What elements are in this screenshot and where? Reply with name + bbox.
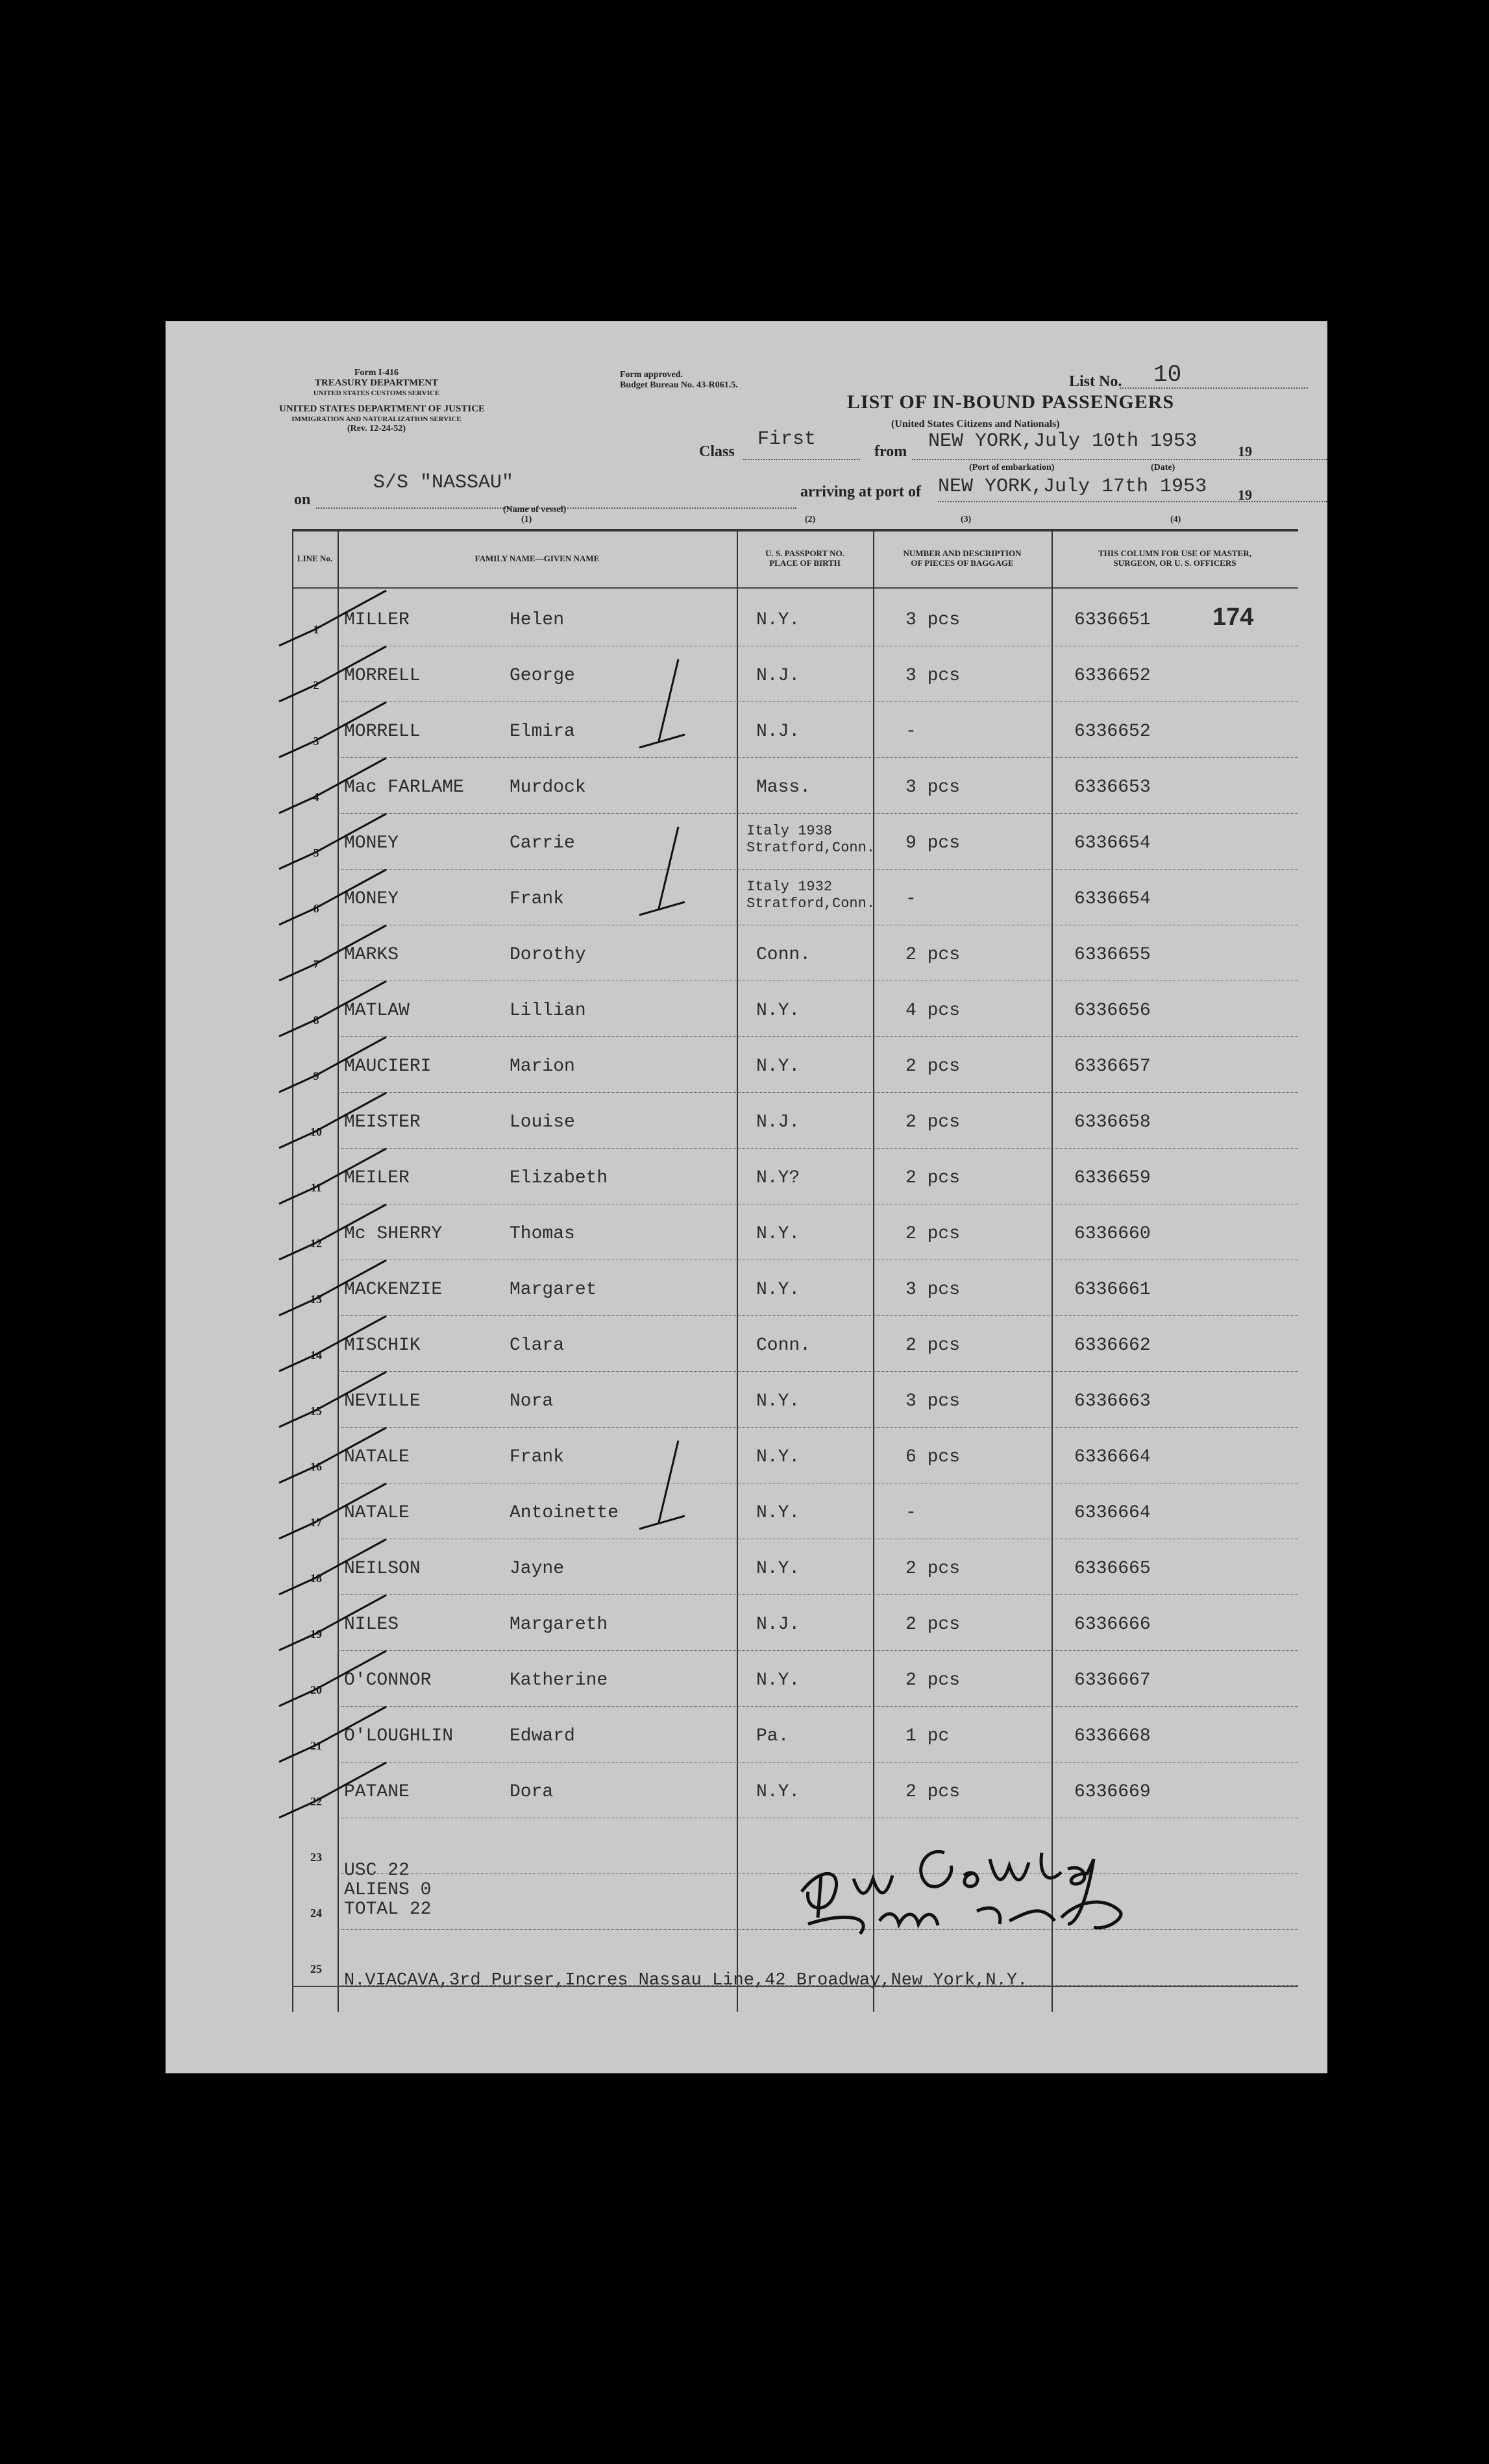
given-name: Murdock xyxy=(510,777,586,798)
given-name: Marion xyxy=(510,1056,575,1077)
col-header-officers: THIS COLUMN FOR USE OF MASTER, SURGEON, OR U. S. OFFICERS xyxy=(1098,548,1251,568)
given-name: Frank xyxy=(510,1447,565,1467)
family-name: PATANE xyxy=(344,1782,410,1802)
ticket-number: 6336654 xyxy=(1074,833,1151,853)
table-row xyxy=(292,1037,1298,1093)
col4-number: (4) xyxy=(1170,515,1181,524)
total-all: TOTAL 22 xyxy=(344,1899,432,1920)
ticket-number: 6336652 xyxy=(1074,666,1151,686)
given-name: Louise xyxy=(510,1112,575,1132)
family-name: NEILSON xyxy=(344,1559,421,1579)
line-number: 21 xyxy=(310,1739,322,1752)
table-row xyxy=(292,1428,1298,1483)
place-of-birth: Italy 1932 Stratford,Conn. xyxy=(746,879,876,912)
place-of-birth: N.Y. xyxy=(756,1670,800,1690)
line-number: 7 xyxy=(313,958,319,971)
family-name: Mc SHERRY xyxy=(344,1224,443,1244)
ticket-number: 6336663 xyxy=(1074,1391,1151,1411)
line-number: 25 xyxy=(310,1962,322,1975)
ticket-number: 6336653 xyxy=(1074,777,1151,798)
line-number: 11 xyxy=(310,1181,322,1194)
baggage-count: 9 pcs xyxy=(905,833,961,853)
ticket-number: 6336665 xyxy=(1074,1559,1151,1579)
line-number: 20 xyxy=(310,1683,322,1696)
arriving-year-suffix: 19 xyxy=(1238,487,1252,503)
baggage-count: 6 pcs xyxy=(905,1447,961,1467)
place-of-birth: N.Y. xyxy=(756,1391,800,1411)
line-number: 6 xyxy=(313,902,319,915)
table-row xyxy=(292,981,1298,1037)
inspector-signature xyxy=(782,1814,1185,1937)
class-value: First xyxy=(757,428,817,450)
baggage-count: 3 pcs xyxy=(905,666,961,686)
place-of-birth: N.Y. xyxy=(756,1559,800,1579)
ticket-number: 6336659 xyxy=(1074,1168,1151,1188)
form-approved: Form approved. xyxy=(620,370,683,380)
form-revision: (Rev. 12-24-52) xyxy=(347,424,406,433)
place-of-birth: N.Y. xyxy=(756,1001,800,1021)
ticket-number: 6336654 xyxy=(1074,889,1151,909)
baggage-count: 3 pcs xyxy=(905,1280,961,1300)
ticket-number: 6336660 xyxy=(1074,1224,1151,1244)
baggage-count: 4 pcs xyxy=(905,1001,961,1021)
immigration-service: IMMIGRATION AND NATURALIZATION SERVICE xyxy=(291,415,461,423)
vessel-col-number: (1) xyxy=(521,515,532,524)
table-row xyxy=(292,925,1298,981)
table-row xyxy=(292,646,1298,702)
line-number: 9 xyxy=(313,1069,319,1082)
family-name: MEILER xyxy=(344,1168,410,1188)
baggage-count: 1 pc xyxy=(905,1726,950,1746)
col2-number: (2) xyxy=(805,515,816,524)
list-no-value: 10 xyxy=(1153,361,1182,388)
given-name: Thomas xyxy=(510,1224,575,1244)
place-of-birth: N.Y. xyxy=(756,1056,800,1077)
table-row xyxy=(292,1651,1298,1707)
family-name: MISCHIK xyxy=(344,1336,421,1356)
list-no-label: List No. xyxy=(1069,373,1122,390)
family-name: MARKS xyxy=(344,945,399,965)
place-of-birth: N.J. xyxy=(756,666,800,686)
list-title: LIST OF IN-BOUND PASSENGERS xyxy=(847,391,1175,413)
line-number: 16 xyxy=(310,1460,322,1473)
manifest-page xyxy=(166,321,1327,2073)
family-name: O'LOUGHLIN xyxy=(344,1726,454,1746)
table-row xyxy=(292,870,1298,925)
port-embark-label: (Port of embarkation) xyxy=(969,463,1055,472)
ticket-number: 6336651 xyxy=(1074,610,1151,630)
col-header-passport: U. S. PASSPORT NO. PLACE OF BIRTH xyxy=(765,548,844,568)
family-name: Mac FARLAME xyxy=(344,777,464,798)
from-year-suffix: 19 xyxy=(1238,443,1252,459)
ticket-number: 6336658 xyxy=(1074,1112,1151,1132)
line-number: 3 xyxy=(313,735,319,748)
baggage-count: 2 pcs xyxy=(905,1670,961,1690)
given-name: Clara xyxy=(510,1336,565,1356)
ticket-number: 6336669 xyxy=(1074,1782,1151,1802)
table-row xyxy=(292,1149,1298,1204)
baggage-count: 2 pcs xyxy=(905,1224,961,1244)
baggage-count: 2 pcs xyxy=(905,1782,961,1802)
family-name: MEISTER xyxy=(344,1112,421,1132)
col3-number: (3) xyxy=(961,515,972,524)
baggage-count: 3 pcs xyxy=(905,610,961,630)
given-name: Dorothy xyxy=(510,945,586,965)
line-number: 4 xyxy=(313,790,319,803)
family-name: MORRELL xyxy=(344,666,421,686)
family-name: MAUCIERI xyxy=(344,1056,432,1077)
total-usc: USC 22 xyxy=(344,1860,410,1881)
line-number: 8 xyxy=(313,1014,319,1027)
line-number: 24 xyxy=(310,1907,322,1920)
ticket-number: 6336661 xyxy=(1074,1280,1151,1300)
from-label: from xyxy=(874,443,907,460)
line-number: 12 xyxy=(310,1237,322,1250)
family-name: MATLAW xyxy=(344,1001,410,1021)
given-name: Edward xyxy=(510,1726,575,1746)
place-of-birth: Mass. xyxy=(756,777,811,798)
table-row xyxy=(292,1707,1298,1763)
place-of-birth: N.Y. xyxy=(756,610,800,630)
ticket-number: 6336655 xyxy=(1074,945,1151,965)
given-name: Frank xyxy=(510,889,565,909)
table-row xyxy=(292,1595,1298,1651)
form-number: Form I-416 xyxy=(354,368,399,378)
given-name: Antoinette xyxy=(510,1503,619,1523)
place-of-birth: N.J. xyxy=(756,1615,800,1635)
place-of-birth: Pa. xyxy=(756,1726,789,1746)
officer-stamp-number: 174 xyxy=(1212,604,1254,631)
table-row xyxy=(292,1483,1298,1539)
family-name: MACKENZIE xyxy=(344,1280,443,1300)
table-row xyxy=(292,1763,1298,1818)
arriving-value: NEW YORK,July 17th 1953 xyxy=(938,476,1207,498)
given-name: Katherine xyxy=(510,1670,608,1690)
given-name: Nora xyxy=(510,1391,554,1411)
baggage-count: - xyxy=(905,889,917,909)
ticket-number: 6336664 xyxy=(1074,1503,1151,1523)
baggage-count: 2 pcs xyxy=(905,1615,961,1635)
ticket-number: 6336668 xyxy=(1074,1726,1151,1746)
table-row xyxy=(292,814,1298,870)
given-name: Lillian xyxy=(510,1001,586,1021)
line-number: 13 xyxy=(310,1293,322,1306)
baggage-count: 2 pcs xyxy=(905,1559,961,1579)
table-row xyxy=(292,702,1298,758)
vessel-label: (Name of vessel) xyxy=(503,505,567,515)
purser-footer: N.VIACAVA,3rd Purser,Incres Nassau Line,42 Broadway,New York,N.Y. xyxy=(344,1971,1028,1990)
table-row xyxy=(292,1093,1298,1149)
place-of-birth: Conn. xyxy=(756,1336,811,1356)
line-number: 18 xyxy=(310,1572,322,1585)
family-name: MILLER xyxy=(344,610,410,630)
baggage-count: - xyxy=(905,722,917,742)
given-name: Jayne xyxy=(510,1559,565,1579)
on-label: on xyxy=(294,491,311,508)
family-name: NATALE xyxy=(344,1503,410,1523)
ticket-number: 6336657 xyxy=(1074,1056,1151,1077)
family-name: NEVILLE xyxy=(344,1391,421,1411)
place-of-birth: N.J. xyxy=(756,722,800,742)
line-number: 17 xyxy=(310,1516,322,1529)
place-of-birth: N.Y. xyxy=(756,1224,800,1244)
given-name: Helen xyxy=(510,610,565,630)
treasury-dept: TREASURY DEPARTMENT xyxy=(314,378,439,388)
baggage-count: 2 pcs xyxy=(905,1112,961,1132)
ticket-number: 6336656 xyxy=(1074,1001,1151,1021)
family-name: MONEY xyxy=(344,889,399,909)
baggage-count: 2 pcs xyxy=(905,1336,961,1356)
line-number: 5 xyxy=(313,846,319,859)
col-header-baggage: NUMBER AND DESCRIPTION OF PIECES OF BAGGAGE xyxy=(903,548,1022,568)
given-name: Elizabeth xyxy=(510,1168,608,1188)
line-number: 10 xyxy=(310,1125,322,1138)
ticket-number: 6336652 xyxy=(1074,722,1151,742)
given-name: Margaret xyxy=(510,1280,597,1300)
ticket-number: 6336666 xyxy=(1074,1615,1151,1635)
line-number: 22 xyxy=(310,1795,322,1808)
table-row xyxy=(292,758,1298,814)
col-header-line: LINE No. xyxy=(297,553,333,563)
place-of-birth: N.Y. xyxy=(756,1280,800,1300)
given-name: Carrie xyxy=(510,833,575,853)
baggage-count: 2 pcs xyxy=(905,945,961,965)
given-name: George xyxy=(510,666,575,686)
family-name: NATALE xyxy=(344,1447,410,1467)
from-value: NEW YORK,July 10th 1953 xyxy=(928,430,1198,452)
given-name: Dora xyxy=(510,1782,554,1802)
baggage-count: - xyxy=(905,1503,917,1523)
ticket-number: 6336662 xyxy=(1074,1336,1151,1356)
family-name: MORRELL xyxy=(344,722,421,742)
passenger-table xyxy=(292,529,1298,2012)
class-label: Class xyxy=(699,443,735,460)
line-number: 19 xyxy=(310,1628,322,1641)
table-row xyxy=(292,1539,1298,1595)
given-name: Elmira xyxy=(510,722,575,742)
line-number: 15 xyxy=(310,1404,322,1417)
line-number: 1 xyxy=(313,623,319,636)
table-row xyxy=(292,1316,1298,1372)
list-subtitle: (United States Citizens and Nationals) xyxy=(891,419,1060,430)
place-of-birth: N.Y. xyxy=(756,1447,800,1467)
baggage-count: 3 pcs xyxy=(905,1391,961,1411)
place-of-birth: N.Y. xyxy=(756,1782,800,1802)
date-label: (Date) xyxy=(1151,463,1175,472)
family-name: NILES xyxy=(344,1615,399,1635)
col-header-name: FAMILY NAME—GIVEN NAME xyxy=(474,553,600,563)
vessel-name: S/S "NASSAU" xyxy=(373,472,514,494)
place-of-birth: N.J. xyxy=(756,1112,800,1132)
total-aliens: ALIENS 0 xyxy=(344,1880,432,1900)
line-number: 2 xyxy=(313,679,319,692)
place-of-birth: N.Y? xyxy=(756,1168,800,1188)
baggage-count: 2 pcs xyxy=(905,1168,961,1188)
line-number: 14 xyxy=(310,1348,322,1361)
family-name: MONEY xyxy=(344,833,399,853)
family-name: O'CONNOR xyxy=(344,1670,432,1690)
ticket-number: 6336667 xyxy=(1074,1670,1151,1690)
ticket-number: 6336664 xyxy=(1074,1447,1151,1467)
arriving-label: arriving at port of xyxy=(800,483,921,500)
place-of-birth: Conn. xyxy=(756,945,811,965)
table-row xyxy=(292,1372,1298,1428)
table-row xyxy=(292,1204,1298,1260)
table-row xyxy=(292,1260,1298,1316)
budget-bureau: Budget Bureau No. 43-R061.5. xyxy=(620,380,738,390)
line-number: 23 xyxy=(310,1851,322,1864)
place-of-birth: N.Y. xyxy=(756,1503,800,1523)
baggage-count: 3 pcs xyxy=(905,777,961,798)
table-row xyxy=(292,591,1298,646)
baggage-count: 2 pcs xyxy=(905,1056,961,1077)
given-name: Margareth xyxy=(510,1615,608,1635)
customs-service: UNITED STATES CUSTOMS SERVICE xyxy=(313,389,440,397)
place-of-birth: Italy 1938 Stratford,Conn. xyxy=(746,823,876,856)
justice-dept: UNITED STATES DEPARTMENT OF JUSTICE xyxy=(279,404,486,414)
